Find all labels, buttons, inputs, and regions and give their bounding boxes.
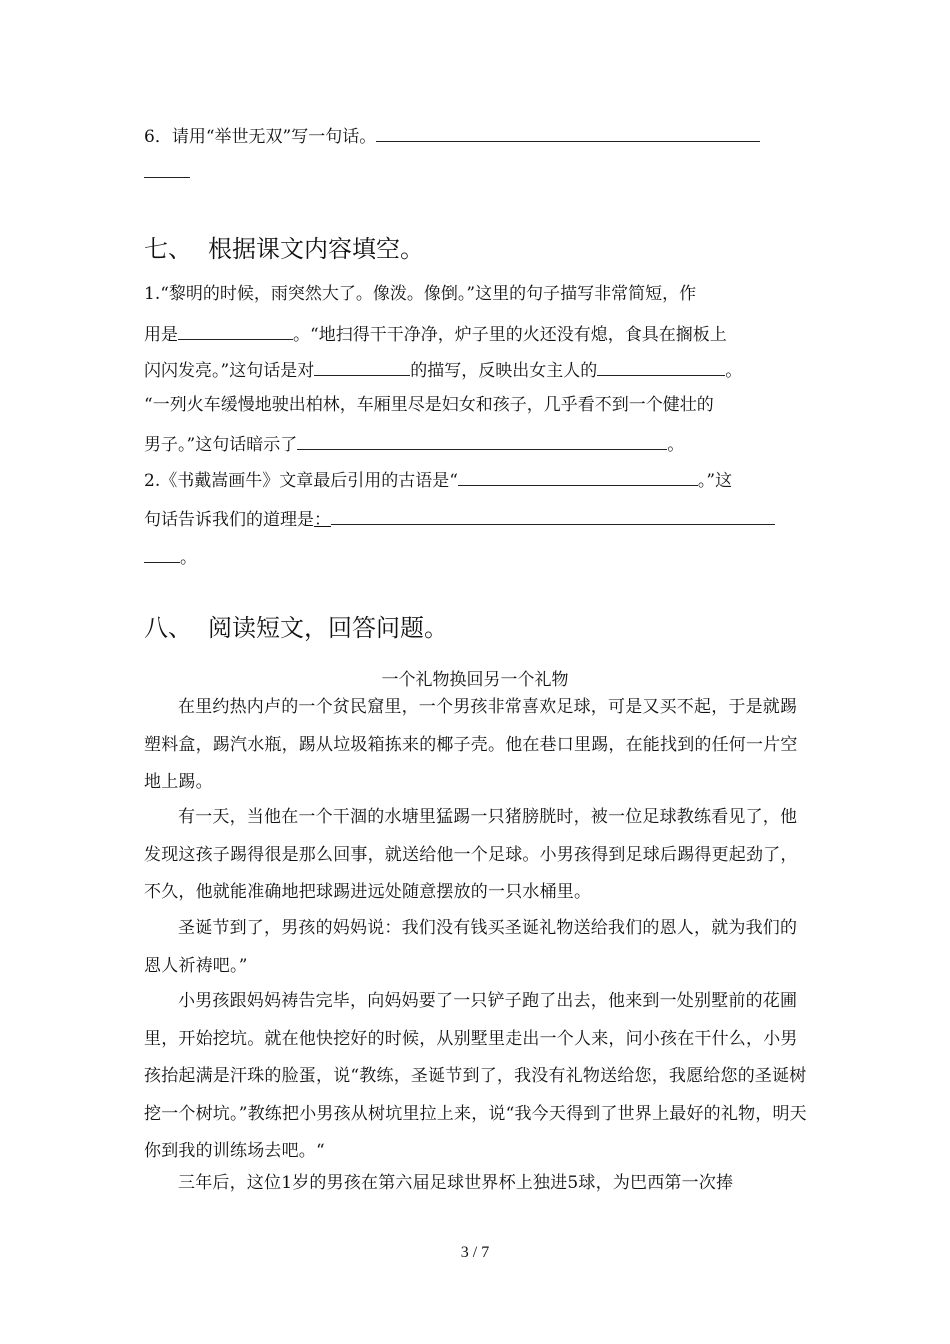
- page-number: 3 / 7: [460, 1244, 490, 1261]
- answer-blank[interactable]: [144, 545, 180, 563]
- article-paragraph-5: 三年后，这位1岁的男孩在第六届足球世界杯上独进5球，为巴西第一次捧: [178, 1173, 734, 1193]
- section-number: 七、: [144, 235, 192, 263]
- section-7-line: [144, 432, 684, 455]
- text: 。: [725, 361, 743, 381]
- section-title: 根据课文内容填空。: [208, 235, 424, 263]
- answer-blank[interactable]: [144, 160, 190, 178]
- section-7-line: [144, 395, 714, 415]
- text: 用是: [144, 325, 178, 345]
- answer-blank[interactable]: [297, 432, 667, 450]
- text: 闪闪发亮。”这句话是对: [144, 361, 315, 381]
- section-7-heading: [144, 229, 424, 264]
- article-paragraph-1: 在里约热内卢的一个贫民窟里，一个男孩非常喜欢足球，可是又买不起，于是就踢塑料盒，踢汽水瓶，踢从垃圾箱拣来的椰子壳。他在巷口里踢，在能找到的任何一片空地上踢。: [144, 697, 798, 792]
- article-paragraph-2: 有一天，当他在一个干涸的水塘里猛踢一只猪膀胱时，被一位足球教练看见了，他发现这孩子踢得很是那么回事，就送给他一个足球。小男孩得到足球后踢得更起劲了，不久，他就能准确地把球踢进远处随意摆放的一只水桶里。: [144, 807, 798, 902]
- section-7-line: [144, 507, 775, 530]
- text: 。: [180, 548, 197, 568]
- text: 的描写，反映出女主人的: [410, 361, 598, 381]
- article-paragraph-3: 圣诞节到了，男孩的妈妈说：我们没有钱买圣诞礼物送给我们的恩人，就为我们的恩人祈祷吧。”: [144, 918, 798, 976]
- answer-blank[interactable]: [178, 322, 293, 340]
- article-paragraph-4: 小男孩跟妈妈祷告完毕，向妈妈要了一只铲子跑了出去，他来到一处别墅前的花圃里，开始挖坑。就在他快挖好的时候，从别墅里走出一个人来，问小孩在干什么，小男孩抬起满是汗珠的脸蛋，说“教练，圣诞节到了，我没有礼物送给您，我愿给您的圣诞树挖一个树坑。”教练把小男孩从树坑里拉上来，说“我今天得到了世界上最好的礼物，明天你到我的训练场去吧。“: [144, 991, 807, 1161]
- section-number: 八、: [144, 614, 192, 642]
- section-7-line: [144, 284, 696, 304]
- text: 男子。”这句话暗示了: [144, 435, 298, 455]
- question-6-text: 6．请用“举世无双”写一句话。: [144, 127, 377, 147]
- section-7-line: [144, 468, 732, 491]
- text: 2.《书戴嵩画牛》文章最后引用的古语是“: [144, 471, 458, 491]
- section-8-heading: [144, 608, 448, 643]
- article-title: 一个礼物换回另一个礼物: [381, 670, 569, 690]
- text: 1.“黎明的时候，雨突然大了。像泼。像倒。”这里的句子描写非常简短，作: [144, 284, 697, 304]
- question-6: [144, 124, 760, 147]
- text: 。: [667, 435, 685, 455]
- text: 。“地扫得干干净净，炉子里的火还没有熄，食具在搁板上: [293, 325, 727, 345]
- text: 句话告诉我们的道理是: [144, 510, 314, 530]
- section-7-line: [144, 545, 197, 568]
- section-title: 阅读短文，回答问题。: [208, 614, 448, 642]
- text: 。”这: [697, 471, 733, 491]
- answer-blank[interactable]: [376, 124, 760, 142]
- answer-blank[interactable]: [314, 358, 410, 376]
- answer-blank[interactable]: [331, 507, 775, 525]
- section-7-line: [144, 322, 727, 345]
- answer-blank[interactable]: [458, 468, 698, 486]
- section-7-line: [144, 358, 742, 381]
- text: ：: [314, 510, 331, 530]
- answer-blank[interactable]: [597, 358, 725, 376]
- question-6-continued: [144, 160, 190, 183]
- text: “一列火车缓慢地驶出柏林，车厢里尽是妇女和孩子，几乎看不到一个健壮的: [144, 395, 714, 415]
